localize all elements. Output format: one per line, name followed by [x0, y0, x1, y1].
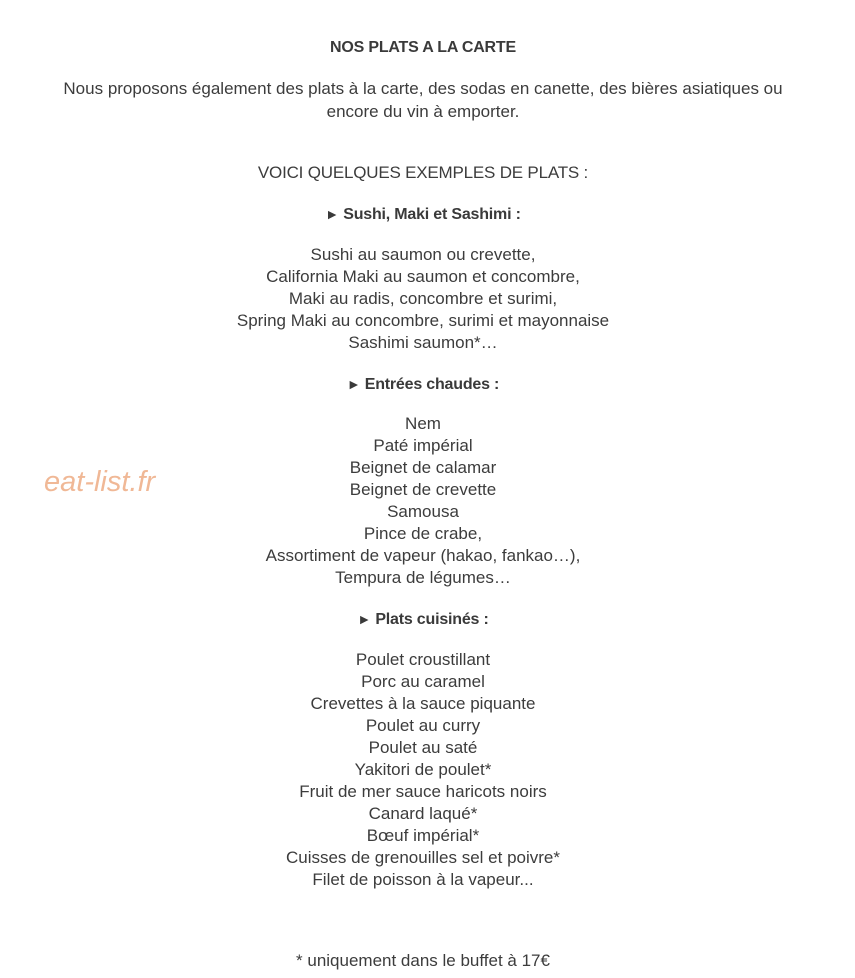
list-item: Beignet de calamar	[349, 458, 497, 477]
list-item: Filet de poisson à la vapeur...	[312, 870, 534, 889]
list-item: Nem	[405, 414, 441, 433]
list-item: Spring Maki au concombre, surimi et mayonnaise	[236, 311, 610, 330]
section-heading-sushi	[0, 203, 846, 226]
dish-list-entrees	[0, 413, 846, 589]
list-item: Cuisses de grenouilles sel et poivre*	[285, 848, 561, 867]
examples-subtitle: VOICI QUELQUES EXEMPLES DE PLATS :	[257, 163, 589, 182]
list-item: Fruit de mer sauce haricots noirs	[299, 782, 547, 801]
list-item: Poulet au saté	[368, 738, 478, 757]
list-item: Porc au caramel	[361, 672, 485, 691]
section-heading-label: Plats cuisinés :	[375, 611, 489, 628]
dish-list-sushi	[0, 244, 846, 354]
list-item: Maki au radis, concombre et surimi,	[288, 289, 558, 308]
list-item: Poulet au curry	[365, 716, 481, 735]
list-item: Samousa	[387, 502, 459, 521]
list-item: Beignet de crevette	[349, 480, 497, 499]
list-item: Paté impérial	[373, 436, 473, 455]
list-item: Pince de crabe,	[363, 524, 483, 543]
list-item: California Maki au saumon et concombre,	[266, 267, 580, 286]
section-heading-plats	[0, 608, 846, 631]
section-heading-label: Entrées chaudes :	[364, 376, 500, 393]
watermark: eat-list.fr	[44, 466, 156, 498]
list-item: Poulet croustillant	[355, 650, 491, 669]
page-title: NOS PLATS A LA CARTE	[330, 39, 516, 56]
arrow-right-icon: ►	[325, 206, 339, 222]
section-heading-entrees	[0, 373, 846, 396]
list-item: Tempura de légumes…	[335, 568, 511, 587]
list-item: Crevettes à la sauce piquante	[310, 694, 536, 713]
arrow-right-icon: ►	[357, 611, 372, 627]
section-heading-label: Sushi, Maki et Sashimi :	[343, 206, 521, 223]
intro-paragraph: Nous proposons également des plats à la carte, des sodas en canette, des bières asiatiques ou encore du vin à emporter.	[63, 79, 783, 121]
list-item: Sushi au saumon ou crevette,	[310, 245, 536, 264]
dish-list-plats	[0, 649, 846, 891]
list-item: Canard laqué*	[368, 804, 478, 823]
buffet-footnote: * uniquement dans le buffet à 17€	[296, 951, 550, 970]
list-item: Sashimi saumon*…	[348, 333, 498, 352]
list-item: Bœuf impérial*	[366, 826, 480, 845]
arrow-right-icon: ►	[346, 376, 361, 392]
list-item: Yakitori de poulet*	[354, 760, 492, 779]
list-item: Assortiment de vapeur (hakao, fankao…),	[265, 546, 581, 565]
